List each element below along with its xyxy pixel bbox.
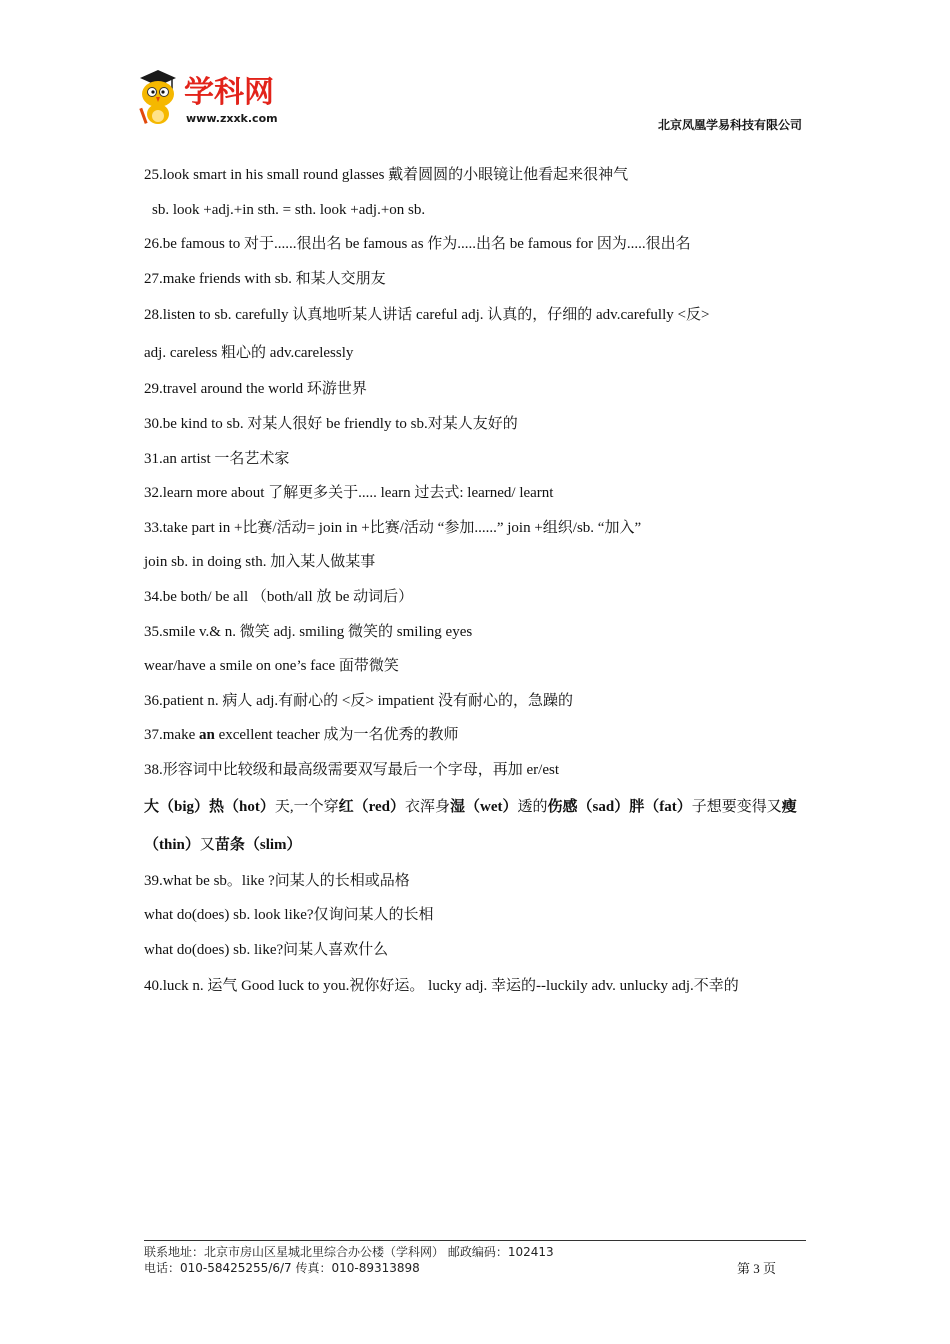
mnemonic-text: 又 bbox=[199, 836, 215, 853]
item-34: 34.be both/ be all （both/all 放 be 动词后） bbox=[144, 588, 414, 605]
item-25: 25.look smart in his small round glasses 戴着圆圆的小眼镜让他看起来很神气 bbox=[144, 167, 629, 183]
mnemonic-sad-fat: 伤感（sad）胖（fat） bbox=[547, 798, 692, 815]
zxxk-logo bbox=[132, 64, 312, 130]
item-33: 33.take part in +比赛/活动= join in +比赛/活动 “参加......” join +组织/sb. “加入” bbox=[144, 519, 642, 536]
item-27: 27.make friends with sb. 和某人交朋友 bbox=[144, 270, 386, 287]
mnemonic-text: 衣浑身 bbox=[405, 798, 451, 815]
item-37-part2: excellent teacher 成为一名优秀的教师 bbox=[214, 727, 459, 744]
page-number: 第 3 页 bbox=[736, 1261, 776, 1276]
item-26: 26.be famous to 对于......很出名 be famous as 作为.....出名 be famous for 因为.....很出名 bbox=[144, 236, 691, 253]
footer-address: 联系地址：北京市房山区星城北里综合办公楼（学科网） 邮政编码：102413 bbox=[144, 1245, 554, 1259]
item-37-bold: an bbox=[198, 727, 215, 744]
item-29: 29.travel around the world 环游世界 bbox=[144, 381, 367, 398]
item-31: 31.an artist 一名艺术家 bbox=[144, 450, 290, 467]
item-28: 28.listen to sb. carefully 认真地听某人讲话 careful adj. 认真的，仔细的 adv.carefully <反> bbox=[144, 307, 710, 324]
item-39-note2: what do(does) sb. like?问某人喜欢什么 bbox=[144, 941, 389, 958]
mnemonic-red: 红（red） bbox=[338, 798, 406, 815]
mnemonic-thin: 瘦（thin） bbox=[144, 798, 797, 853]
footer-phone: 电话：010-58425255/6/7 传真：010-89313898 bbox=[144, 1261, 420, 1275]
page-footer bbox=[144, 1240, 806, 1276]
item-30: 30.be kind to sb. 对某人很好 be friendly to sb.对某人友好的 bbox=[144, 415, 518, 432]
item-25-note: sb. look +adj.+in sth. = sth. look +adj.+on sb. bbox=[152, 201, 426, 218]
mnemonic-big-hot: 大（big）热（hot） bbox=[144, 798, 275, 815]
company-name: 北京凤凰学易科技有限公司 bbox=[657, 118, 802, 132]
page-header bbox=[0, 0, 950, 140]
item-38-mnemonic bbox=[144, 788, 808, 864]
item-35: 35.smile v.& n. 微笑 adj. smiling 微笑的 smiling eyes bbox=[144, 623, 473, 640]
item-40: 40.luck n. 运气 Good luck to you.祝你好运。 lucky adj. 幸运的--luckily adv. unlucky adj.不幸的 bbox=[144, 978, 739, 995]
item-28-cont: adj. careless 粗心的 adv.carelessly bbox=[144, 345, 354, 362]
svg-text:学科网: 学科网 bbox=[184, 75, 274, 110]
document-body bbox=[144, 158, 808, 1005]
item-39: 39.what be sb。like ?问某人的长相或品格 bbox=[144, 872, 410, 889]
item-35-note: wear/have a smile on one’s face 面带微笑 bbox=[144, 658, 399, 675]
mnemonic-text: 天,一个穿 bbox=[274, 798, 339, 815]
item-38: 38.形容词中比较级和最高级需要双写最后一个字母，再加 er/est bbox=[144, 761, 559, 778]
item-39-note1: what do(does) sb. look like?仅询问某人的长相 bbox=[144, 907, 434, 924]
item-37-part1: 37.make bbox=[144, 727, 199, 744]
item-32: 32.learn more about 了解更多关于..... learn 过去式: learned/ learnt bbox=[144, 485, 554, 502]
mnemonic-text: 透的 bbox=[517, 798, 548, 815]
mnemonic-slim: 苗条（slim） bbox=[214, 836, 302, 853]
item-36: 36.patient n. 病人 adj.有耐心的 <反> impatient 没有耐心的，急躁的 bbox=[144, 692, 573, 709]
mnemonic-text: 子想要变得又 bbox=[691, 798, 782, 815]
item-33-note: join sb. in doing sth. 加入某人做某事 bbox=[144, 554, 376, 571]
svg-text:www.zxxk.com: www.zxxk.com bbox=[186, 112, 278, 125]
item-37 bbox=[144, 718, 808, 753]
mnemonic-wet: 湿（wet） bbox=[450, 798, 518, 815]
